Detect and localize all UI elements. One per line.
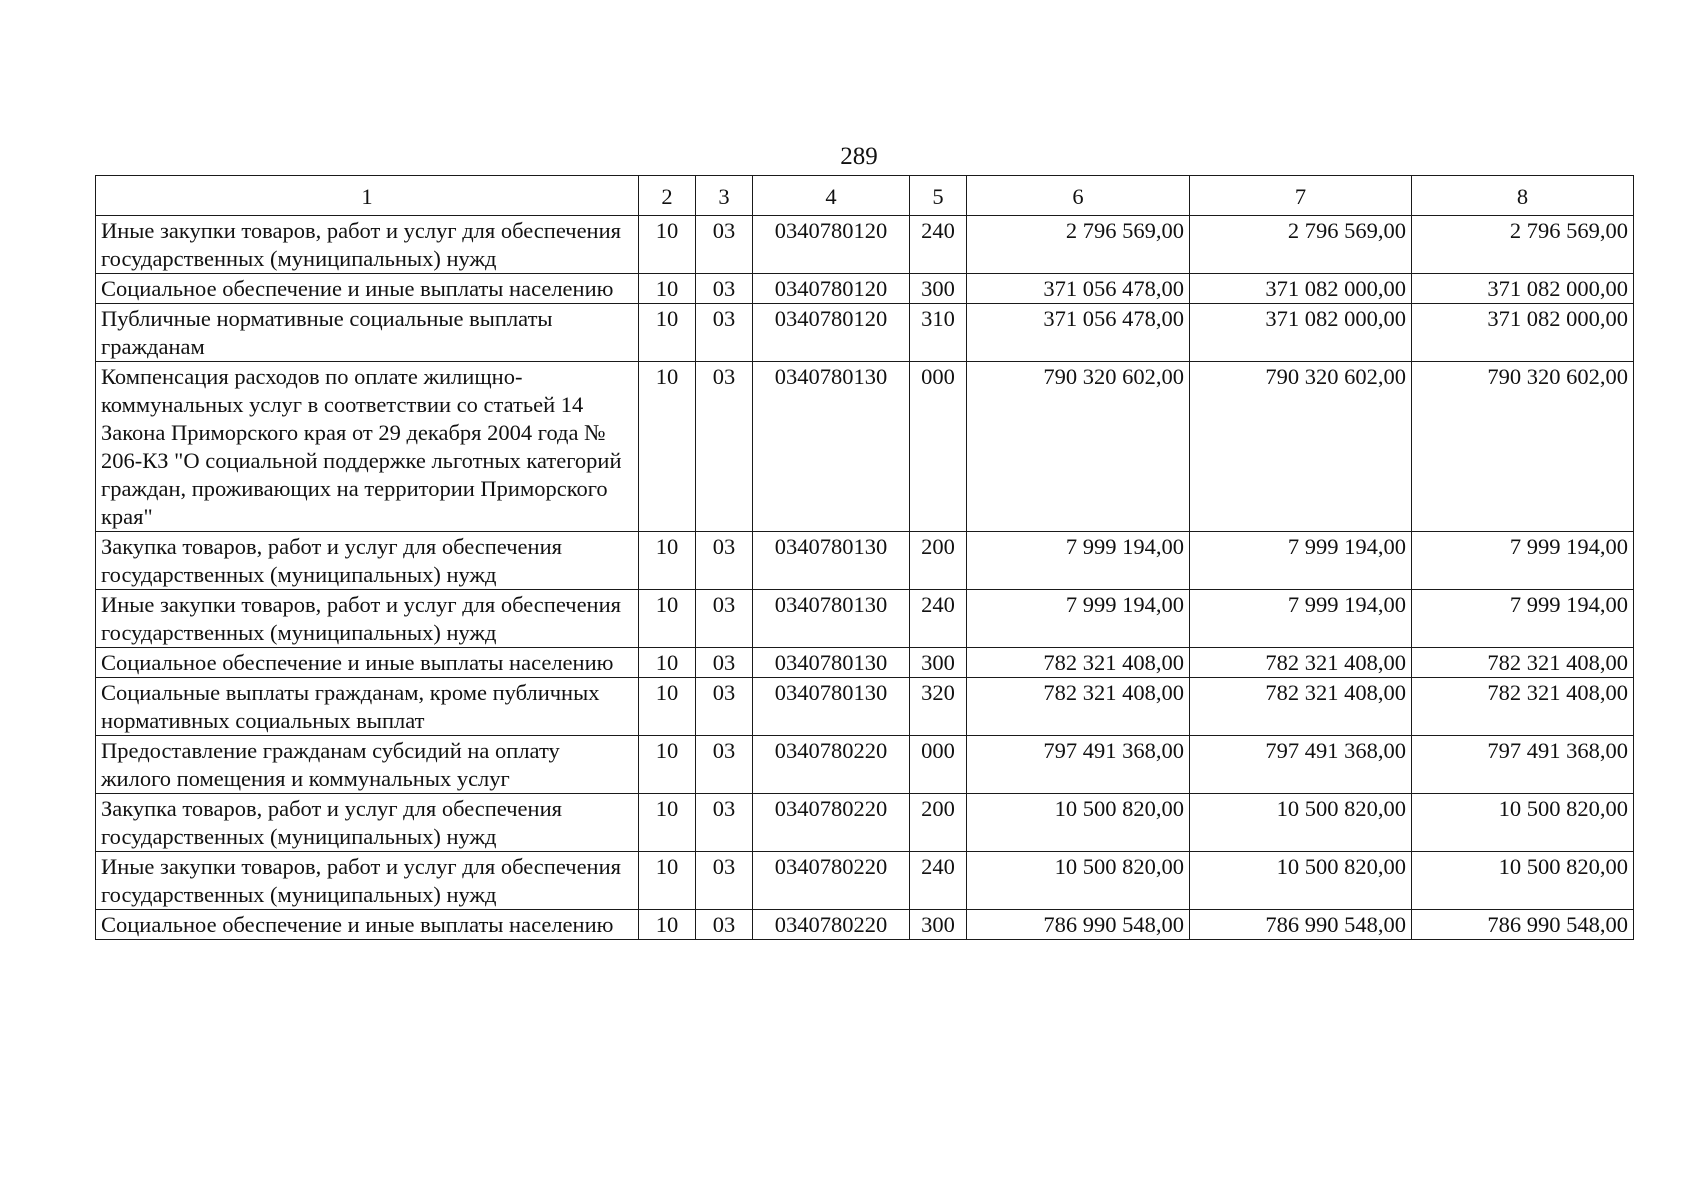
row-name-cell: Социальное обеспечение и иные выплаты населению (96, 910, 639, 940)
target-article-cell: 0340780220 (753, 794, 910, 852)
row-name-cell: Компенсация расходов по оплате жилищно-коммунальных услуг в соответствии со статьей 14 Закона Приморского края от 29 декабря 2004 года № 206-КЗ "О социальной поддержке льготных категорий граждан, проживающих на территории Приморского края" (96, 362, 639, 532)
table-row (96, 362, 1634, 532)
table-row (96, 590, 1634, 648)
amount-cell-7: 782 321 408,00 (1190, 678, 1412, 736)
row-name-cell: Социальное обеспечение и иные выплаты населению (96, 274, 639, 304)
subsection-code-cell: 03 (696, 852, 753, 910)
amount-cell-6: 786 990 548,00 (967, 910, 1190, 940)
target-article-cell: 0340780220 (753, 852, 910, 910)
amount-cell-6: 2 796 569,00 (967, 216, 1190, 274)
subsection-code-cell: 03 (696, 678, 753, 736)
expense-type-cell: 300 (910, 274, 967, 304)
column-header-5: 5 (910, 176, 967, 216)
target-article-cell: 0340780220 (753, 736, 910, 794)
amount-cell-7: 786 990 548,00 (1190, 910, 1412, 940)
expense-type-cell: 300 (910, 648, 967, 678)
amount-cell-6: 10 500 820,00 (967, 794, 1190, 852)
amount-cell-7: 10 500 820,00 (1190, 852, 1412, 910)
target-article-cell: 0340780120 (753, 216, 910, 274)
expense-type-cell: 000 (910, 362, 967, 532)
column-header-6: 6 (967, 176, 1190, 216)
row-name-cell: Закупка товаров, работ и услуг для обеспечения государственных (муниципальных) нужд (96, 794, 639, 852)
amount-cell-7: 371 082 000,00 (1190, 274, 1412, 304)
section-code-cell: 10 (639, 852, 696, 910)
table-row (96, 678, 1634, 736)
column-header-2: 2 (639, 176, 696, 216)
table-row (96, 852, 1634, 910)
section-code-cell: 10 (639, 362, 696, 532)
header-row (96, 176, 1634, 216)
section-code-cell: 10 (639, 794, 696, 852)
subsection-code-cell: 03 (696, 794, 753, 852)
section-code-cell: 10 (639, 590, 696, 648)
target-article-cell: 0340780130 (753, 648, 910, 678)
amount-cell-8: 7 999 194,00 (1412, 590, 1634, 648)
subsection-code-cell: 03 (696, 648, 753, 678)
target-article-cell: 0340780130 (753, 532, 910, 590)
amount-cell-8: 782 321 408,00 (1412, 678, 1634, 736)
amount-cell-6: 371 056 478,00 (967, 304, 1190, 362)
table-row (96, 648, 1634, 678)
amount-cell-8: 782 321 408,00 (1412, 648, 1634, 678)
subsection-code-cell: 03 (696, 736, 753, 794)
section-code-cell: 10 (639, 736, 696, 794)
amount-cell-7: 797 491 368,00 (1190, 736, 1412, 794)
amount-cell-7: 7 999 194,00 (1190, 532, 1412, 590)
amount-cell-8: 2 796 569,00 (1412, 216, 1634, 274)
expense-type-cell: 240 (910, 852, 967, 910)
target-article-cell: 0340780120 (753, 274, 910, 304)
expense-type-cell: 310 (910, 304, 967, 362)
expense-type-cell: 320 (910, 678, 967, 736)
table-row (96, 216, 1634, 274)
target-article-cell: 0340780130 (753, 362, 910, 532)
section-code-cell: 10 (639, 648, 696, 678)
amount-cell-8: 10 500 820,00 (1412, 794, 1634, 852)
table-row (96, 794, 1634, 852)
page-number: 289 (840, 143, 878, 170)
subsection-code-cell: 03 (696, 274, 753, 304)
amount-cell-8: 371 082 000,00 (1412, 304, 1634, 362)
amount-cell-7: 371 082 000,00 (1190, 304, 1412, 362)
amount-cell-8: 786 990 548,00 (1412, 910, 1634, 940)
amount-cell-6: 7 999 194,00 (967, 590, 1190, 648)
subsection-code-cell: 03 (696, 304, 753, 362)
row-name-cell: Предоставление гражданам субсидий на оплату жилого помещения и коммунальных услуг (96, 736, 639, 794)
target-article-cell: 0340780130 (753, 590, 910, 648)
subsection-code-cell: 03 (696, 590, 753, 648)
table-row (96, 304, 1634, 362)
target-article-cell: 0340780130 (753, 678, 910, 736)
expense-type-cell: 240 (910, 590, 967, 648)
amount-cell-7: 7 999 194,00 (1190, 590, 1412, 648)
amount-cell-6: 7 999 194,00 (967, 532, 1190, 590)
amount-cell-6: 782 321 408,00 (967, 648, 1190, 678)
amount-cell-7: 2 796 569,00 (1190, 216, 1412, 274)
amount-cell-6: 797 491 368,00 (967, 736, 1190, 794)
row-name-cell: Социальные выплаты гражданам, кроме публичных нормативных социальных выплат (96, 678, 639, 736)
column-header-1: 1 (96, 176, 639, 216)
row-name-cell: Иные закупки товаров, работ и услуг для обеспечения государственных (муниципальных) нужд (96, 216, 639, 274)
amount-cell-6: 790 320 602,00 (967, 362, 1190, 532)
amount-cell-7: 10 500 820,00 (1190, 794, 1412, 852)
section-code-cell: 10 (639, 216, 696, 274)
row-name-cell: Иные закупки товаров, работ и услуг для обеспечения государственных (муниципальных) нужд (96, 852, 639, 910)
expense-type-cell: 000 (910, 736, 967, 794)
subsection-code-cell: 03 (696, 362, 753, 532)
table-row (96, 274, 1634, 304)
row-name-cell: Публичные нормативные социальные выплаты гражданам (96, 304, 639, 362)
section-code-cell: 10 (639, 678, 696, 736)
amount-cell-6: 10 500 820,00 (967, 852, 1190, 910)
amount-cell-6: 371 056 478,00 (967, 274, 1190, 304)
target-article-cell: 0340780120 (753, 304, 910, 362)
amount-cell-8: 10 500 820,00 (1412, 852, 1634, 910)
column-header-7: 7 (1190, 176, 1412, 216)
table-row (96, 736, 1634, 794)
table-row (96, 532, 1634, 590)
subsection-code-cell: 03 (696, 532, 753, 590)
row-name-cell: Иные закупки товаров, работ и услуг для обеспечения государственных (муниципальных) нужд (96, 590, 639, 648)
budget-table (95, 175, 1634, 940)
section-code-cell: 10 (639, 910, 696, 940)
expense-type-cell: 300 (910, 910, 967, 940)
amount-cell-8: 7 999 194,00 (1412, 532, 1634, 590)
amount-cell-8: 797 491 368,00 (1412, 736, 1634, 794)
row-name-cell: Закупка товаров, работ и услуг для обеспечения государственных (муниципальных) нужд (96, 532, 639, 590)
subsection-code-cell: 03 (696, 910, 753, 940)
column-header-8: 8 (1412, 176, 1634, 216)
table-row (96, 910, 1634, 940)
amount-cell-8: 371 082 000,00 (1412, 274, 1634, 304)
amount-cell-6: 782 321 408,00 (967, 678, 1190, 736)
row-name-cell: Социальное обеспечение и иные выплаты населению (96, 648, 639, 678)
column-header-3: 3 (696, 176, 753, 216)
amount-cell-7: 790 320 602,00 (1190, 362, 1412, 532)
section-code-cell: 10 (639, 304, 696, 362)
target-article-cell: 0340780220 (753, 910, 910, 940)
amount-cell-8: 790 320 602,00 (1412, 362, 1634, 532)
column-header-4: 4 (753, 176, 910, 216)
expense-type-cell: 240 (910, 216, 967, 274)
amount-cell-7: 782 321 408,00 (1190, 648, 1412, 678)
section-code-cell: 10 (639, 274, 696, 304)
expense-type-cell: 200 (910, 794, 967, 852)
subsection-code-cell: 03 (696, 216, 753, 274)
section-code-cell: 10 (639, 532, 696, 590)
expense-type-cell: 200 (910, 532, 967, 590)
